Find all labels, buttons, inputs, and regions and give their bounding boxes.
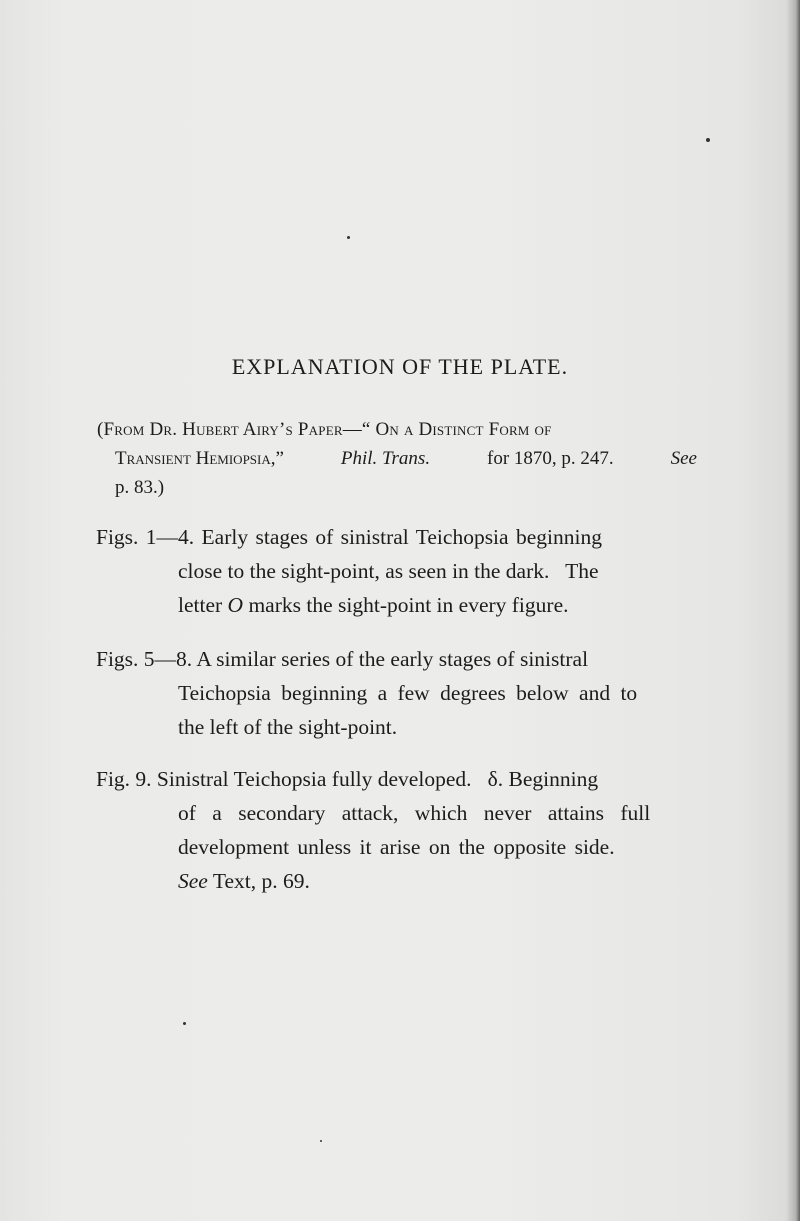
entry-line: Teichopsia beginning a few degrees below and to <box>178 681 638 705</box>
source-see: See <box>670 448 697 469</box>
source-year-page: for 1870, p. 247. <box>487 448 614 469</box>
entry-line <box>96 588 694 622</box>
source-line-2 <box>97 444 697 473</box>
entry-lead: Fig. 9. Sinistral Teichopsia fully developed. δ. Beginning <box>96 767 599 791</box>
entry-line: development unless it arise on the opposite side. <box>178 835 615 859</box>
source-line-1: (From Dr. Hubert Airy’s Paper—“ On a Distinct Form of <box>97 419 552 440</box>
entry-line: the left of the sight-point. <box>178 715 398 739</box>
entry-text: Text, p. 69. <box>212 869 310 893</box>
entry-line: close to the sight-point, as seen in the dark. The <box>178 559 599 583</box>
print-speck <box>320 1140 322 1142</box>
source-line-3: p. 83.) <box>115 477 165 498</box>
figs-1-4-entry <box>96 520 694 622</box>
entry-text: marks the sight-point in every figure. <box>248 593 569 617</box>
entry-lead: Figs. 1—4. Early stages of sinistral Teichopsia beginning <box>96 525 602 549</box>
print-speck <box>706 138 710 142</box>
fig-9-entry <box>96 762 694 898</box>
source-title-end: Transient Hemiopsia,” <box>115 448 284 469</box>
source-citation <box>97 415 697 502</box>
entry-lead: Figs. 5—8. A similar series of the early stages of sinistral <box>96 647 589 671</box>
page-heading: EXPLANATION OF THE PLATE. <box>231 354 569 379</box>
page-edge-shadow <box>786 0 800 1221</box>
print-speck <box>183 1022 186 1025</box>
source-journal: Phil. Trans. <box>340 448 431 469</box>
figs-5-8-entry <box>96 642 694 744</box>
letter-o: O <box>227 593 244 617</box>
entry-line <box>96 864 694 898</box>
entry-line: of a secondary attack, which never attains full <box>178 801 651 825</box>
entry-text: letter <box>178 593 223 617</box>
entry-see: See <box>178 869 208 893</box>
print-speck <box>347 236 350 239</box>
